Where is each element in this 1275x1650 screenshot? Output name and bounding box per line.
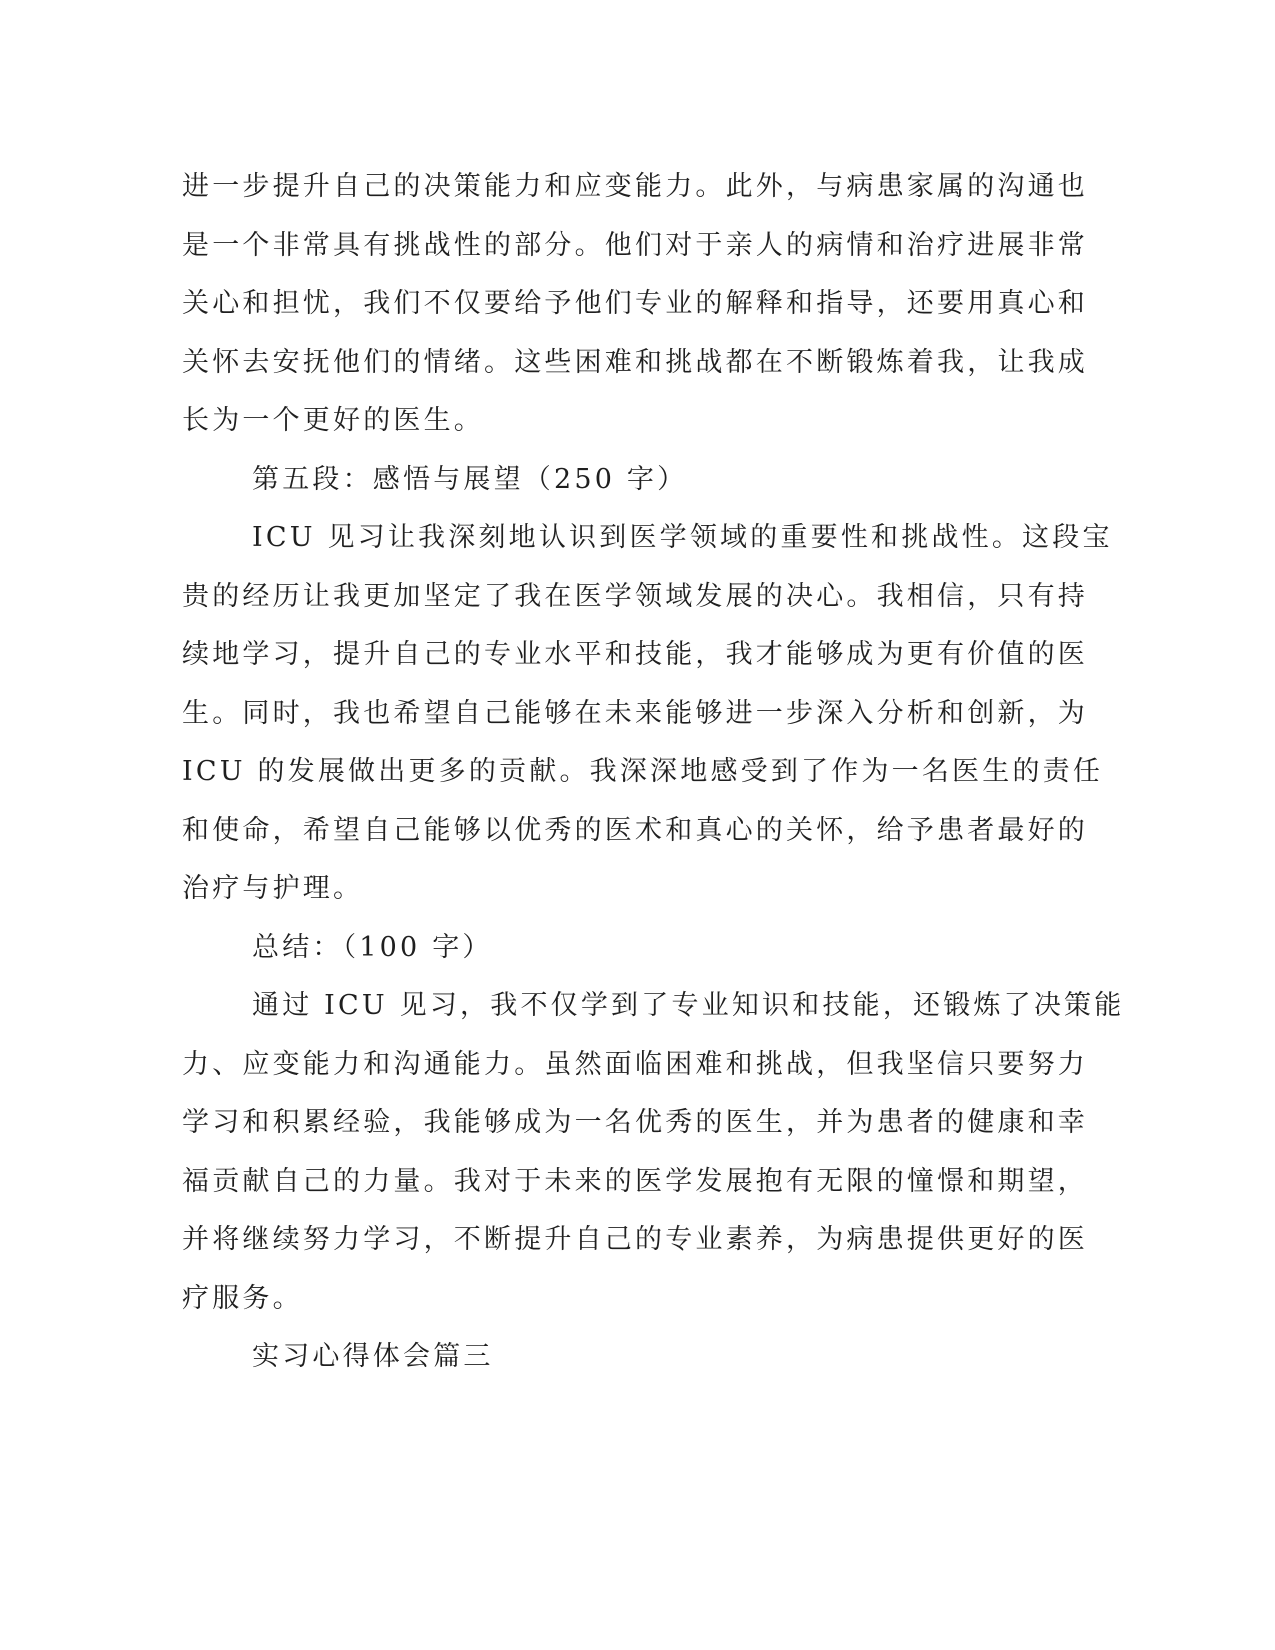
- text-line: ICU 见习让我深刻地认识到医学领域的重要性和挑战性。这段宝: [252, 522, 1113, 553]
- text-line: 关怀去安抚他们的情绪。这些困难和挑战都在不断锻炼着我，让我成: [182, 346, 1088, 378]
- section-heading-summary: [182, 919, 1042, 978]
- text-line: 力、应变能力和沟通能力。虽然面临困难和挑战，但我坚信只要努力: [182, 1048, 1088, 1080]
- paragraph-reflection: [182, 509, 1113, 919]
- text-line: 治疗与护理。: [182, 873, 364, 904]
- heading-line: 总结：（100 字）: [252, 931, 493, 963]
- text-line: ICU 的发展做出更多的贡献。我深深地感受到了作为一名医生的责任: [182, 756, 1104, 787]
- text-line: 关心和担忧，我们不仅要给予他们专业的解释和指导，还要用真心和: [182, 288, 1088, 319]
- paragraph-continuation: [182, 158, 1088, 451]
- text-line: 是一个非常具有挑战性的部分。他们对于亲人的病情和治疗进展非常: [182, 229, 1088, 261]
- text-line: 长为一个更好的医生。: [182, 405, 484, 436]
- text-line: 生。同时，我也希望自己能够在未来能够进一步深入分析和创新，为: [182, 697, 1088, 729]
- text-line: 福贡献自己的力量。我对于未来的医学发展抱有无限的憧憬和期望，: [182, 1165, 1088, 1197]
- text-line: 续地学习，提升自己的专业水平和技能，我才能够成为更有价值的医: [182, 639, 1088, 670]
- text-line: 通过 ICU 见习，我不仅学到了专业知识和技能，还锻炼了决策能: [252, 990, 1125, 1021]
- text-line: 进一步提升自己的决策能力和应变能力。此外，与病患家属的沟通也: [182, 171, 1088, 202]
- section-heading-5: [182, 451, 1042, 510]
- paragraph-summary: [182, 977, 1125, 1328]
- text-line: 和使命，希望自己能够以优秀的医术和真心的关怀，给予患者最好的: [182, 814, 1088, 846]
- section-heading-part-three: [182, 1328, 1042, 1387]
- heading-line: 第五段：感悟与展望（250 字）: [252, 463, 688, 495]
- text-line: 贵的经历让我更加坚定了我在医学领域发展的决心。我相信，只有持: [182, 580, 1088, 612]
- text-line: 疗服务。: [182, 1282, 303, 1314]
- heading-line: 实习心得体会篇三: [252, 1341, 494, 1372]
- document-text: [182, 158, 1125, 1387]
- text-line: 学习和积累经验，我能够成为一名优秀的医生，并为患者的健康和幸: [182, 1107, 1088, 1138]
- text-line: 并将继续努力学习，不断提升自己的专业素养，为病患提供更好的医: [182, 1224, 1088, 1255]
